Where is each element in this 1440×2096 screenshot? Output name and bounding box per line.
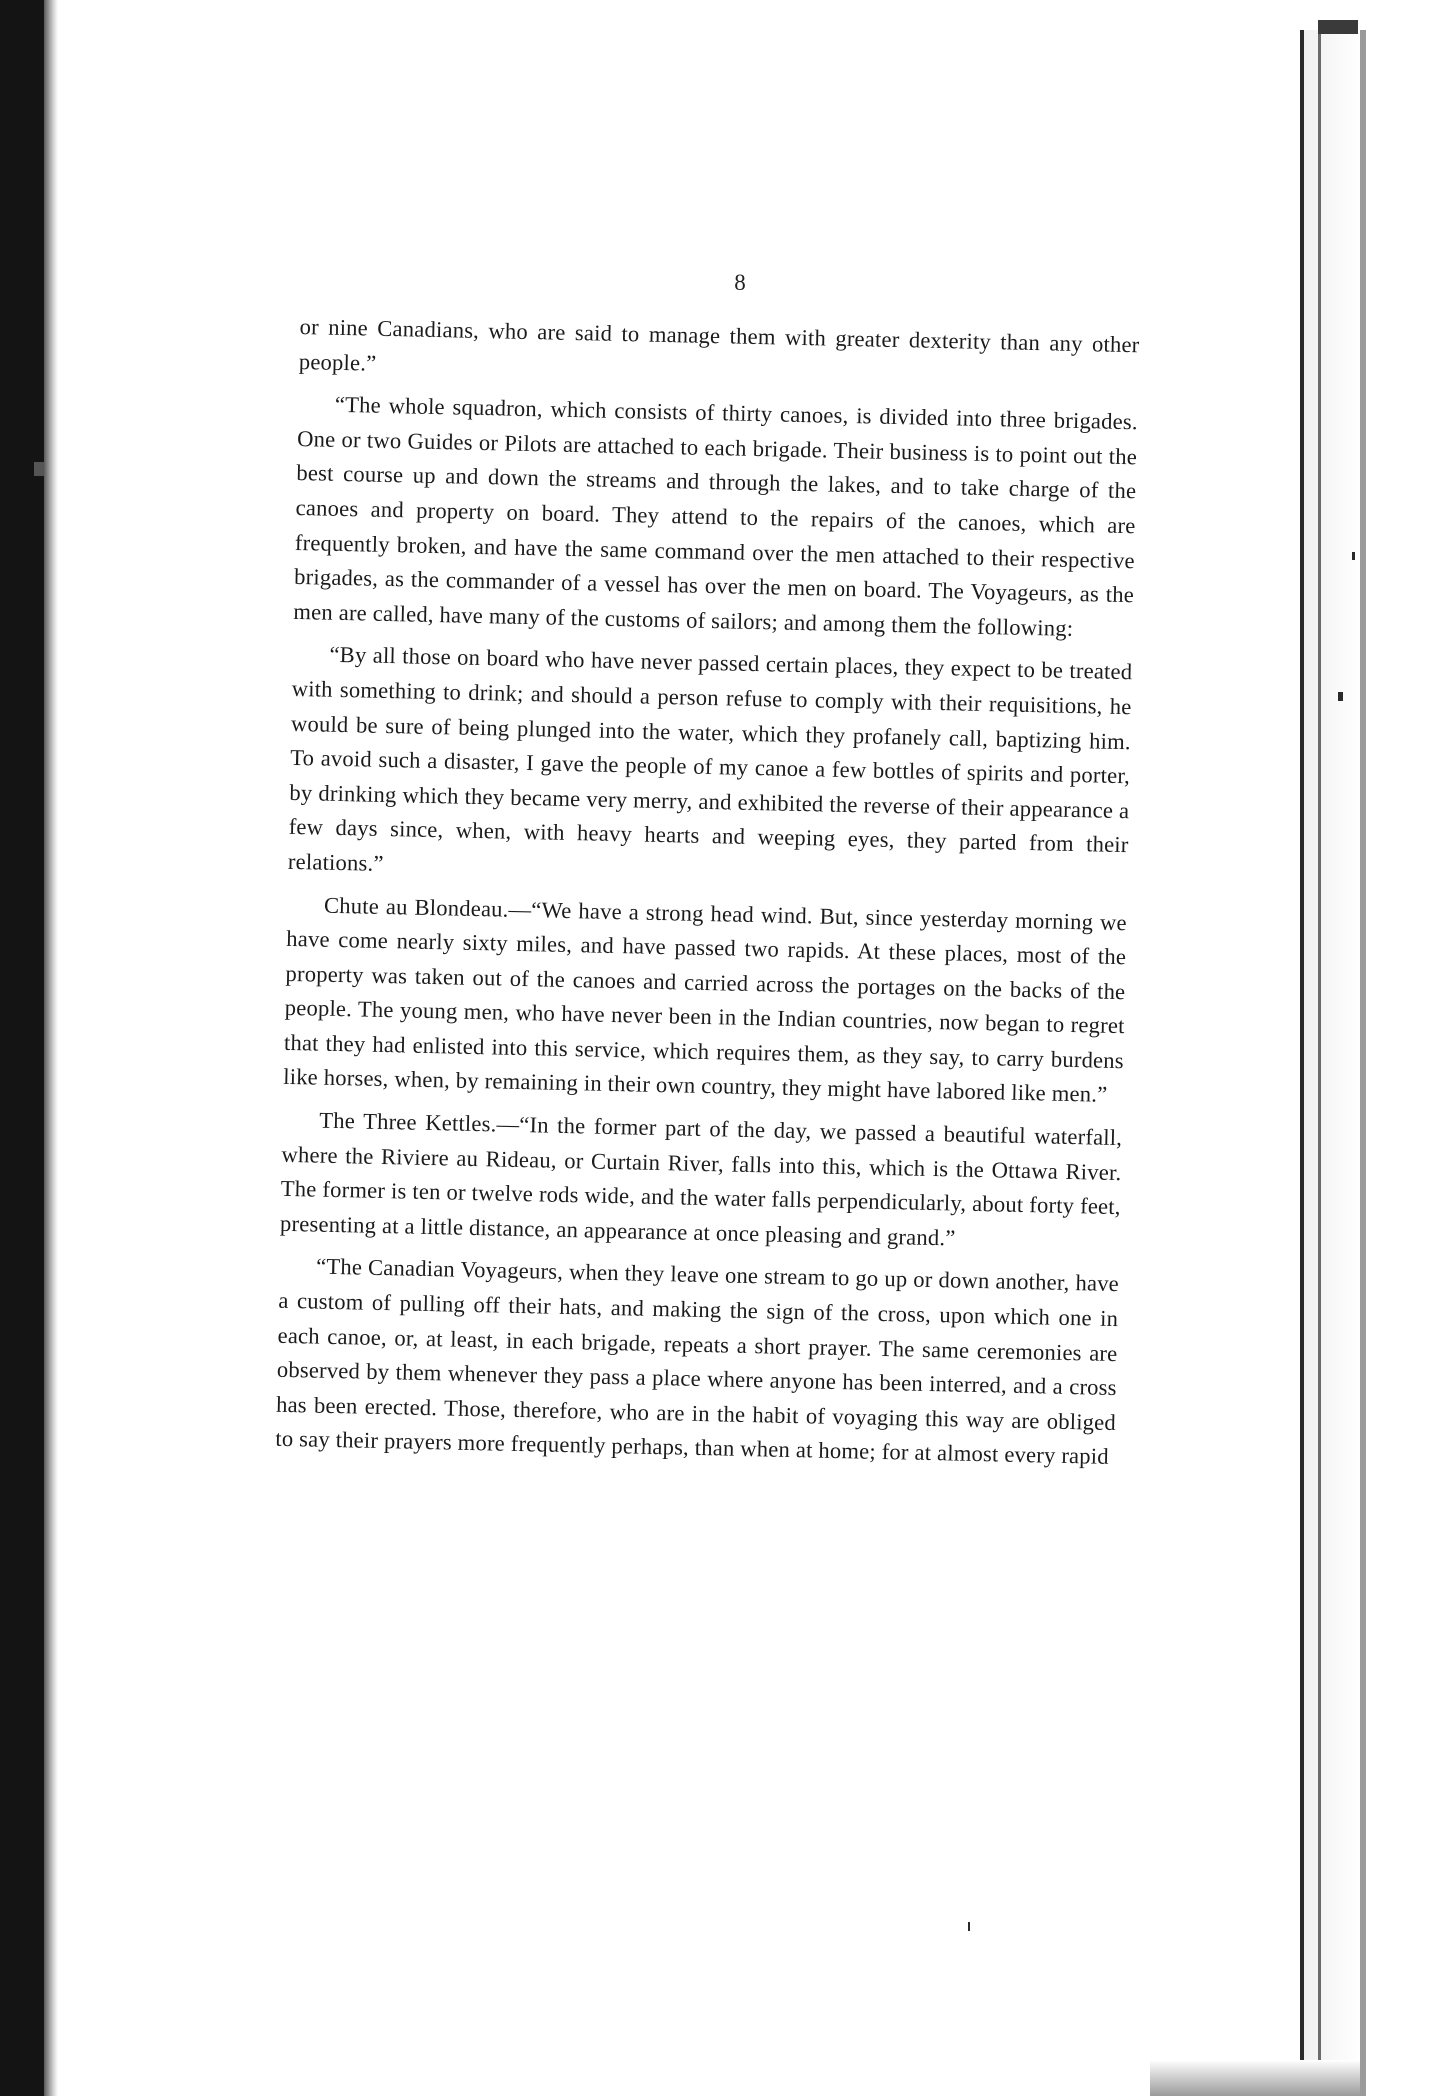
paragraph-1: or nine Canadians, who are said to manage them with greater dexterity than any other people.” xyxy=(298,313,1140,376)
scan-bottom-right-shadow xyxy=(1150,2060,1360,2096)
speck-bottom xyxy=(968,1922,970,1931)
paragraph-5: The Three Kettles.—“In the former part of the day, we passed a beautiful waterfall, where the Riviere au Rideau, or Curtain River, falls into this, which is the Ottawa River. The former is ten or twelve rods wide, and the water falls perpendicularly, about forty feet, presenting at a little distance, an appearance at once pleasing and grand.” xyxy=(279,1107,1123,1251)
paragraph-4: Chute au Blondeau.—“We have a strong head wind. But, since yesterday morning we have come nearly sixty miles, and have passed two rapids. At these places, most of the property was taken out of the canoes and carried across the portages on the backs of the people. The young men, who have never been in the Indian countries, now began to regret that they had enlisted into this service, which requires them, as they say, to carry burdens like horses, when, by remaining in their own country, they might have labored like men.” xyxy=(282,892,1128,1108)
paragraph-3: “By all those on board who have never passed certain places, they expect to be treated with something to drink; and should a person refuse to comply with their requisitions, he would be sure of being plunged into the water, which they profanely call, baptizing him. To avoid such a disaster, I gave the people of my canoe a few bottles of spirits and porter, by drinking which they became very merry, and exhibited the reverse of their appearance a few days since, when, with heavy hearts and weeping eyes, they parted from their relations.” xyxy=(287,642,1133,876)
paragraph-2: “The whole squadron, which consists of thirty canoes, is divided into three brigades. One or two Guides or Pilots are attached to each brigade. Their business is to point out the best course up and down the streams and through the lakes, and to take charge of the canoes and property on board. They attend to the repairs of the canoes, which are frequently broken, and have the same command over the men attached to their respective brigades, as the commander of a vessel has over the men on board. The Voyageurs, as the men are called, have many of the customs of sailors; and among them the following: xyxy=(293,391,1139,641)
speck-right-2 xyxy=(1338,692,1343,701)
scan-right-cover-edge xyxy=(1360,30,1366,2096)
speck-left xyxy=(34,462,44,476)
paragraph-6: “The Canadian Voyageurs, when they leave one stream to go up or down another, have a custom of pulling off their hats, and making the sign of the cross, upon which one in each canoe, or, at least, in each brigade, repeats a short prayer. The same ceremonies are observed by them whenever they pass a place where anyone has been interred, and a cross has been erected. Those, therefore, who are in the habit of voyaging this way are obliged to say their prayers more frequently perhaps, than when at home; for at almost every rapid xyxy=(275,1254,1120,1470)
scan-left-border xyxy=(0,0,44,2096)
page-number: 8 xyxy=(734,270,746,295)
scan-top-right-corner xyxy=(1318,20,1358,34)
speck-right-1 xyxy=(1352,552,1355,560)
scan-right-shade xyxy=(1304,30,1360,2096)
body-text xyxy=(275,310,1140,1483)
scan-right-page-edge-secondary xyxy=(1318,20,1321,2090)
scan-left-gutter-shadow xyxy=(44,0,58,2096)
scan-right-page-edge xyxy=(1300,30,1304,2080)
